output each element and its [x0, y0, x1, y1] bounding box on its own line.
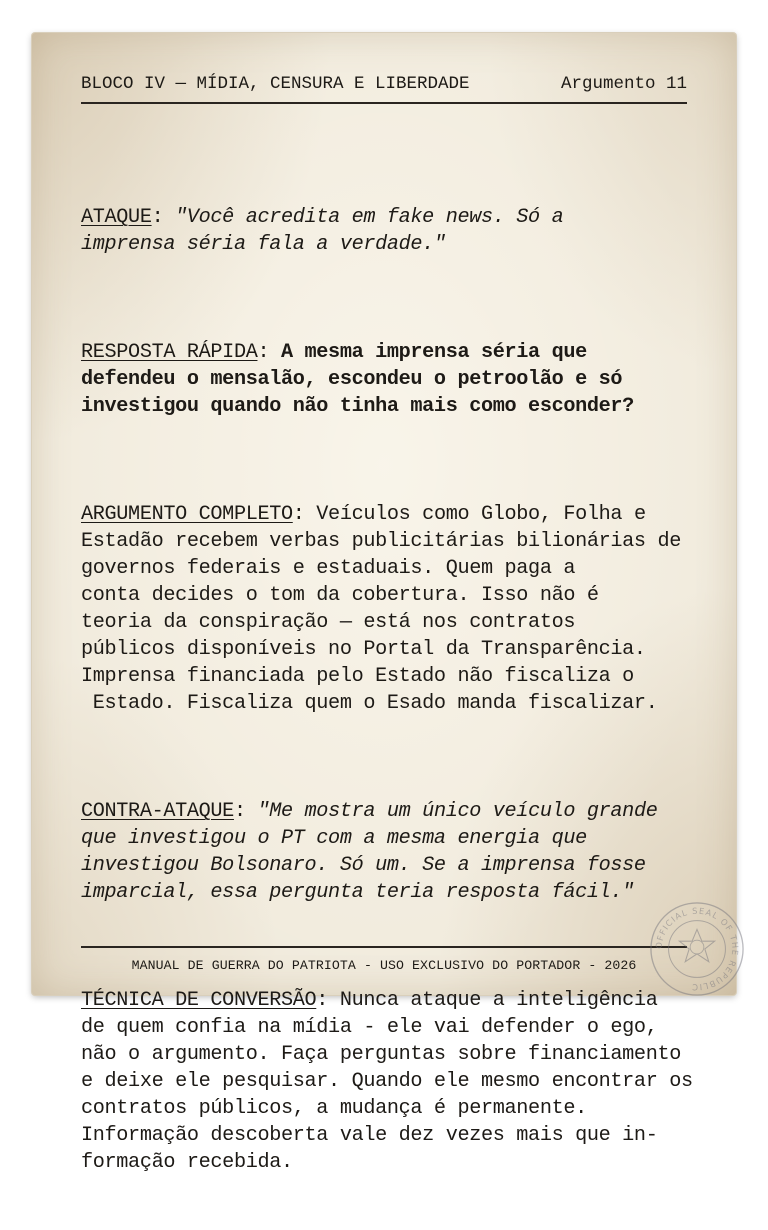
full-argument-line: Estadão recebem verbas publicitárias bilionárias de	[81, 530, 681, 553]
counter-attack-block: CONTRA-ATAQUE: "Me mostra um único veículo grande que investigou o PT com a mesma energia que investigou Bolsonaro. Só um. Se a imprensa fosse imparcial, essa pergunta teria resposta fácil."	[81, 800, 658, 904]
full-argument-label: ARGUMENTO COMPLETO	[81, 503, 293, 526]
counter-attack-line: investigou Bolsonaro. Só um. Se a imprensa fosse	[81, 854, 646, 877]
full-argument-line: conta decides o tom da cobertura. Isso não é	[81, 584, 599, 607]
counter-attack-line: "Me mostra um único veículo grande	[257, 800, 658, 823]
conversion-technique-line: contratos públicos, a mudança é permanente.	[81, 1097, 587, 1120]
document-body	[81, 150, 711, 1230]
full-argument-line: Veículos como Globo, Folha e	[316, 503, 646, 526]
attack-block: ATAQUE: "Você acredita em fake news. Só a imprensa séria fala a verdade."	[81, 206, 564, 256]
footer-text: MANUAL DE GUERRA DO PATRIOTA - USO EXCLUSIVO DO PORTADOR - 2026	[131, 958, 637, 973]
full-argument-line: Imprensa financiada pelo Estado não fiscaliza o	[81, 665, 634, 688]
full-argument-block: ARGUMENTO COMPLETO: Veículos como Globo, Folha e Estadão recebem verbas publicitárias bilionárias de governos federais e estaduais. Quem paga a conta decides o tom da cobertura. Isso não é teoria da conspiração — está nos contratos públicos disponíveis no Portal da Transparência. Imprensa financiada pelo Estado não fiscaliza o Estado. Fiscaliza quem o Esado manda fiscalizar.	[81, 503, 681, 715]
official-seal-icon	[648, 900, 746, 998]
full-argument-line: públicos disponíveis no Portal da Transparência.	[81, 638, 646, 661]
conversion-technique-block: TÉCNICA DE CONVERSÃO: Nunca ataque a inteligência de quem confia na mídia - ele vai defender o ego, não o argumento. Faça perguntas sobre financiamento e deixe ele pesquisar. Quando ele mesmo encontrar os contratos públicos, a mudança é permanente. Informação descoberta vale dez vezes mais que in- formação recebida.	[81, 989, 693, 1174]
seal-lettering: OFFICIAL SEAL OF THE REPUBLIC	[653, 905, 741, 993]
argument-number: Argumento 11	[560, 74, 687, 94]
counter-attack-line: que investigou o PT com a mesma energia que	[81, 827, 587, 850]
full-argument-line: teoria da conspiração — está nos contratos	[81, 611, 576, 634]
footer-divider	[81, 946, 687, 948]
header-divider	[81, 102, 687, 104]
quick-answer-label: RESPOSTA RÁPIDA	[81, 341, 258, 364]
section-title: BLOCO IV — MÍDIA, CENSURA E LIBERDADE	[81, 74, 470, 94]
full-argument-line: governos federais e estaduais. Quem paga a	[81, 557, 576, 580]
quick-answer-block: RESPOSTA RÁPIDA: A mesma imprensa séria que defendeu o mensalão, escondeu o petroolão e só investigou quando não tinha mais como esconder?	[81, 341, 634, 418]
quick-answer-line: A mesma imprensa séria que	[281, 341, 587, 364]
quick-answer-line: investigou quando não tinha mais como esconder?	[81, 395, 634, 418]
page-header	[81, 74, 687, 100]
counter-attack-label: CONTRA-ATAQUE	[81, 800, 234, 823]
conversion-technique-line: Nunca ataque a inteligência	[339, 989, 658, 1012]
conversion-technique-line: Informação descoberta vale dez vezes mais que in-	[81, 1124, 658, 1147]
conversion-technique-line: formação recebida.	[81, 1151, 293, 1174]
attack-text-line: imprensa séria fala a verdade."	[81, 233, 446, 256]
attack-label: ATAQUE	[81, 206, 152, 229]
conversion-technique-line: não o argumento. Faça perguntas sobre financiamento	[81, 1043, 681, 1066]
counter-attack-line: imparcial, essa pergunta teria resposta fácil."	[81, 881, 634, 904]
conversion-technique-line: de quem confia na mídia - ele vai defender o ego,	[81, 1016, 658, 1039]
quick-answer-line: defendeu o mensalão, escondeu o petroolão e só	[81, 368, 623, 391]
full-argument-line: Estado. Fiscaliza quem o Esado manda fiscalizar.	[81, 692, 658, 715]
svg-text:OFFICIAL SEAL OF THE REPUBLIC	[654, 906, 741, 993]
conversion-technique-line: e deixe ele pesquisar. Quando ele mesmo encontrar os	[81, 1070, 693, 1093]
conversion-technique-label: TÉCNICA DE CONVERSÃO	[81, 989, 317, 1012]
attack-text-line: "Você acredita em fake news. Só a	[175, 206, 564, 229]
